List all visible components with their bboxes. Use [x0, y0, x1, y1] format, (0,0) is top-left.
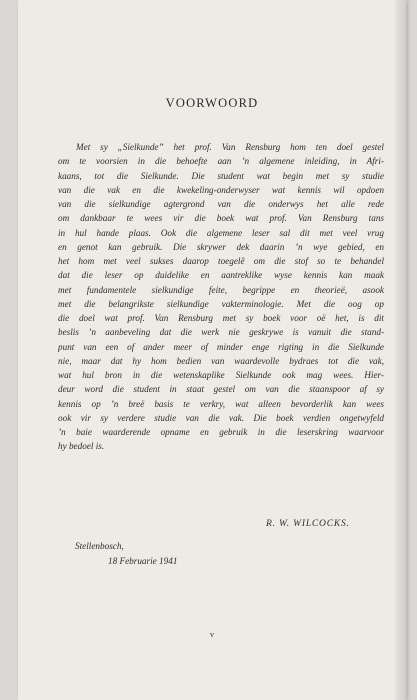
paragraph-line: met die belangrikste sielkundige vakterminologie. Met die oog op: [58, 298, 384, 309]
paragraph-line: nie, maar dat hy hom bedien van waardevolle bydraes tot die vak,: [58, 355, 384, 366]
paragraph-line: van die vak en die kwekeling-onderwyser wat kennis wil opdoen: [58, 184, 384, 195]
paragraph-line: met fundamentele sielkundige feite, begrippe en theorieë, asook: [58, 284, 384, 295]
paragraph-line: dat die leser op duidelike en aantreklike wyse kennis kan maak: [58, 270, 384, 281]
paragraph-line: in hul hande plaas. Ook die algemene leser sal dit met veel vrug: [58, 227, 384, 238]
paragraph-line: hy bedoel is.: [58, 441, 105, 452]
paragraph-line: kennis op ’n breë basis te verkry, wat alleen bevorderlik kan wees: [58, 398, 384, 409]
foreword-paragraph: [58, 140, 384, 454]
page-heading: VOORWOORD: [165, 96, 259, 110]
book-page: [18, 0, 406, 700]
paragraph-line: om dankbaar te wees vir die boek wat prof. Van Rensburg tans: [58, 213, 384, 224]
paragraph-line: beslis ’n aanbeveling dat die werk nie geskrywe is vanuit die stand-: [58, 327, 384, 338]
place-line: Stellenbosch,: [75, 541, 124, 551]
date-line: 18 Februarie 1941: [108, 556, 178, 566]
paragraph-line: punt van een of ander meer of minder enge rigting in die Sielkunde: [58, 341, 384, 352]
paragraph-line: wat hul bron in die wetenskaplike Sielkunde ook mag wees. Hier-: [58, 370, 384, 380]
paragraph-line: Met sy „Sielkunde” het prof. Van Rensburg hom ten doel gestel: [76, 142, 384, 152]
paragraph-line: van die sielkundige agtergrond van die onderwys het alle rede: [58, 199, 384, 209]
paragraph-line: kaans, tot die Sielkunde. Die student wat begin met sy studie: [58, 170, 384, 181]
paragraph-line: en genot kan gebruik. Die skrywer dek daarin ’n wye gebied, en: [58, 241, 384, 252]
author-signature: R. W. WILCOCKS.: [266, 519, 350, 529]
paragraph-line: ook vir sy verdere studie van die vak. Die boek verdien ongetwyfeld: [58, 412, 384, 423]
paragraph-line: het hom met veel sukses daarop toegelê om die stof so te behandel: [58, 256, 384, 266]
paragraph-line: ’n baie waarderende opname en gebruik in die leserskring waarvoor: [58, 427, 384, 437]
page-number: v: [209, 629, 215, 639]
paragraph-line: deur word die student in staat gestel om van die staanspoor af sy: [58, 384, 384, 395]
paragraph-line: die doel wat prof. Van Rensburg met sy boek voor oë het, is dit: [58, 313, 384, 323]
paragraph-line: om te voorsien in die behoefte aan ’n algemene inleiding, in Afri-: [58, 156, 384, 167]
